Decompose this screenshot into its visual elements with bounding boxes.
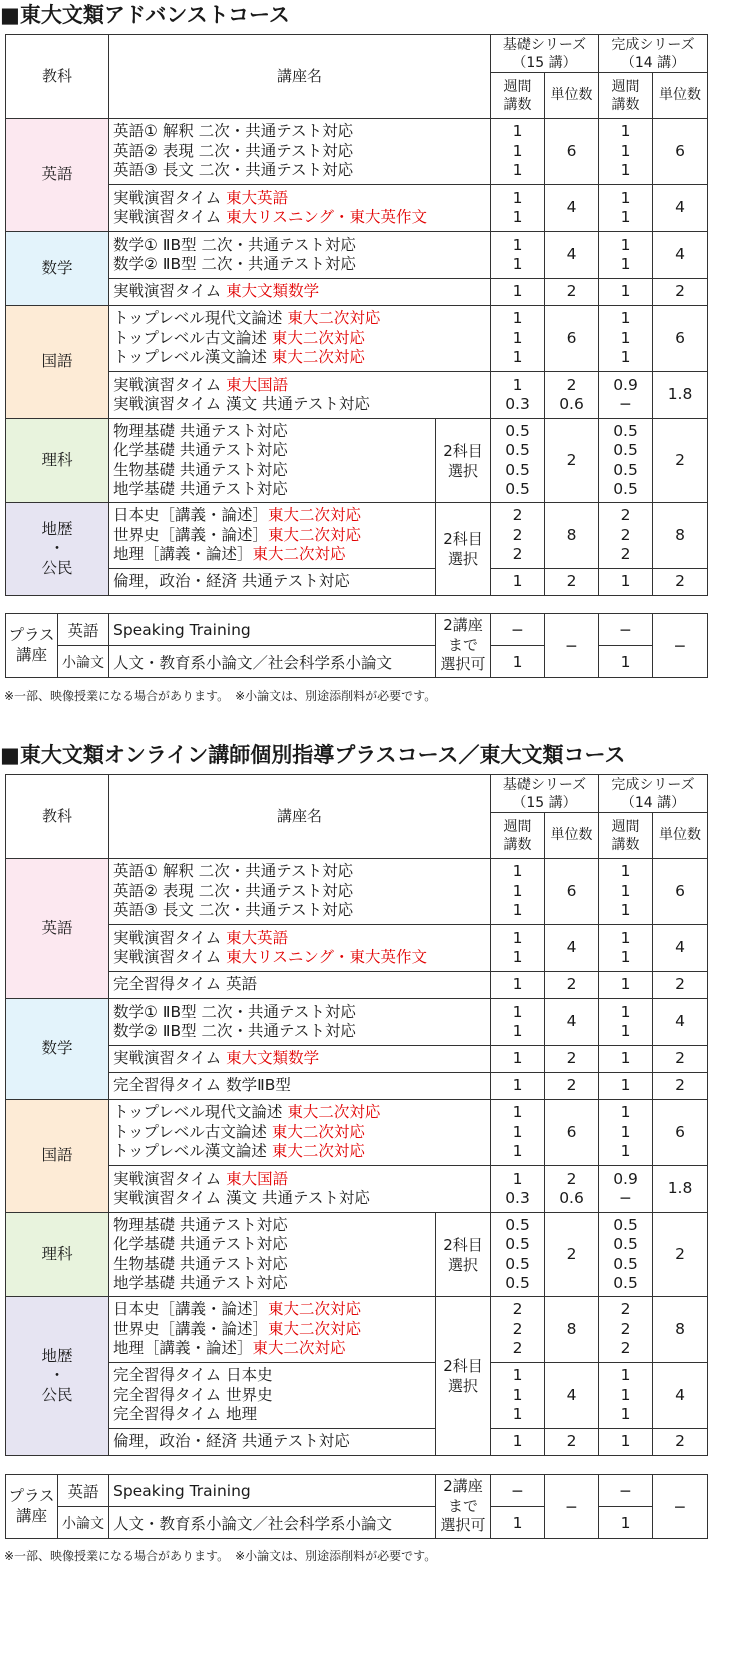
course-cell: 実戦演習タイム 東大文類数学 — [109, 1046, 491, 1073]
course-cell: 倫理，政治・経済 共通テスト対応 — [109, 569, 436, 596]
plus-subject-essay: 小論文 — [58, 646, 109, 678]
course-cell: トップレベル現代文論述 東大二次対応 トップレベル古文論述 東大二次対応 トップレベル漢文論述 東大二次対応 — [109, 1100, 491, 1166]
weekly-count: 1 — [491, 279, 545, 306]
weekly-count: 0.5 0.5 0.5 0.5 — [599, 419, 653, 503]
weekly-count: 1 1 — [599, 999, 653, 1046]
course-cell: 倫理，政治・経済 共通テスト対応 — [109, 1429, 436, 1456]
unit-count: 6 — [653, 306, 708, 372]
subject-math: 数学 — [6, 999, 109, 1100]
course-cell: 実戦演習タイム 東大英語 実戦演習タイム 東大リスニング・東大英作文 — [109, 925, 491, 972]
unit-count: 2 — [545, 1073, 599, 1100]
weekly-count: 1 0.3 — [491, 372, 545, 419]
header-basic-series: 基礎シリーズ （15 講） — [491, 35, 599, 73]
unit-count: 4 — [653, 1363, 708, 1429]
unit-count: 4 — [653, 232, 708, 279]
unit-count: 6 — [653, 859, 708, 925]
unit-count: 2 — [653, 1429, 708, 1456]
unit-count: 2 — [653, 1046, 708, 1073]
unit-count: 4 — [545, 185, 599, 232]
course-speaking: Speaking Training — [109, 1475, 436, 1507]
header-weekly: 週間 講数 — [599, 813, 653, 859]
subject-science: 理科 — [6, 419, 109, 503]
plus-subject-essay: 小論文 — [58, 1507, 109, 1539]
course-cell: 英語① 解釈 二次・共通テスト対応 英語② 表現 二次・共通テスト対応 英語③ 長文 二次・共通テスト対応 — [109, 119, 491, 185]
unit-count: 2 — [545, 279, 599, 306]
course-essay: 人文・教育系小論文／社会科学系小論文 — [109, 646, 436, 678]
footnote: ※一部、映像授業になる場合があります。 ※小論文は、別途添削料が必要です。 — [4, 1549, 437, 1563]
unit-count: 2 — [653, 279, 708, 306]
select-two-note: 2科目 選択 — [436, 1213, 491, 1297]
course-cell: 実戦演習タイム 東大文類数学 — [109, 279, 491, 306]
subject-english: 英語 — [6, 859, 109, 999]
unit-count: 6 — [545, 306, 599, 372]
unit-count: 2 — [545, 569, 599, 596]
weekly-count: 1 — [491, 1046, 545, 1073]
weekly-count: 1 1 1 — [491, 1100, 545, 1166]
weekly-count: 1 1 1 — [599, 859, 653, 925]
weekly-count: 0.5 0.5 0.5 0.5 — [599, 1213, 653, 1297]
weekly-count: 1 1 1 — [491, 1363, 545, 1429]
select-two-note: 2科目 選択 — [436, 419, 491, 503]
course-table — [5, 774, 750, 1456]
unit-count: 2 — [653, 972, 708, 999]
header-course: 講座名 — [109, 775, 491, 859]
unit-count: 2 — [545, 1046, 599, 1073]
header-units: 単位数 — [545, 73, 599, 119]
weekly-count: 1 1 — [491, 185, 545, 232]
header-units: 単位数 — [653, 73, 708, 119]
weekly-count: 1 — [599, 646, 653, 678]
subject-japanese: 国語 — [6, 306, 109, 419]
plus-table — [5, 1474, 750, 1539]
unit-count: 8 — [545, 1297, 599, 1363]
section-title: ■東大文類アドバンストコース — [0, 3, 290, 27]
weekly-count: 1 1 1 — [599, 1100, 653, 1166]
header-units: 単位数 — [653, 813, 708, 859]
course-cell: 日本史［講義・論述］東大二次対応 世界史［講義・論述］東大二次対応 地理［講義・論述］東大二次対応 — [109, 503, 436, 569]
weekly-count: 1 — [599, 972, 653, 999]
subject-japanese: 国語 — [6, 1100, 109, 1213]
plus-label: プラス 講座 — [6, 1475, 58, 1539]
course-cell: 完全習得タイム 英語 — [109, 972, 491, 999]
unit-count: 4 — [545, 999, 599, 1046]
weekly-count: 1 — [491, 569, 545, 596]
weekly-count: 1 — [491, 972, 545, 999]
weekly-count: 1 1 — [599, 185, 653, 232]
unit-count: 8 — [653, 503, 708, 569]
unit-count: 6 — [653, 119, 708, 185]
unit-count: 8 — [545, 503, 599, 569]
course-cell: 英語① 解釈 二次・共通テスト対応 英語② 表現 二次・共通テスト対応 英語③ 長文 二次・共通テスト対応 — [109, 859, 491, 925]
unit-count: 2 — [545, 1429, 599, 1456]
weekly-count: 1 — [599, 279, 653, 306]
weekly-count: 0.9 − — [599, 1166, 653, 1213]
weekly-count: 1 1 1 — [491, 119, 545, 185]
header-subject: 教科 — [6, 775, 109, 859]
course-speaking: Speaking Training — [109, 614, 436, 646]
course-cell: 実戦演習タイム 東大国語 実戦演習タイム 漢文 共通テスト対応 — [109, 1166, 491, 1213]
course-cell: 日本史［講義・論述］東大二次対応 世界史［講義・論述］東大二次対応 地理［講義・論述］東大二次対応 — [109, 1297, 436, 1363]
unit-count: 4 — [653, 925, 708, 972]
select-two-note: 2科目 選択 — [436, 1297, 491, 1456]
footnote: ※一部、映像授業になる場合があります。 ※小論文は、別途添削料が必要です。 — [4, 689, 437, 703]
weekly-count: 1 — [599, 1073, 653, 1100]
select-plus-note: 2講座 まで 選択可 — [436, 614, 491, 678]
course-cell: 実戦演習タイム 東大国語 実戦演習タイム 漢文 共通テスト対応 — [109, 372, 491, 419]
course-cell: 実戦演習タイム 東大英語 実戦演習タイム 東大リスニング・東大英作文 — [109, 185, 491, 232]
unit-count: − — [545, 1475, 599, 1539]
weekly-count: 1 1 1 — [491, 859, 545, 925]
header-subject: 教科 — [6, 35, 109, 119]
weekly-count: 1 — [599, 569, 653, 596]
unit-count: 1.8 — [653, 372, 708, 419]
weekly-count: 1 1 1 — [599, 1363, 653, 1429]
weekly-count: 1 — [491, 1429, 545, 1456]
weekly-count: 2 2 2 — [599, 503, 653, 569]
section-title: ■東大文類オンライン講師個別指導プラスコース／東大文類コース — [0, 743, 626, 767]
course-cell: 物理基礎 共通テスト対応 化学基礎 共通テスト対応 生物基礎 共通テスト対応 地学基礎 共通テスト対応 — [109, 419, 436, 503]
header-basic-series: 基礎シリーズ （15 講） — [491, 775, 599, 813]
header-course: 講座名 — [109, 35, 491, 119]
weekly-count: 1 — [599, 1507, 653, 1539]
subject-english: 英語 — [6, 119, 109, 232]
weekly-count: 2 2 2 — [491, 1297, 545, 1363]
subject-math: 数学 — [6, 232, 109, 306]
select-two-note: 2科目 選択 — [436, 503, 491, 596]
course-cell: 数学① ⅡB型 二次・共通テスト対応 数学② ⅡB型 二次・共通テスト対応 — [109, 999, 491, 1046]
unit-count: 4 — [545, 925, 599, 972]
select-plus-note: 2講座 まで 選択可 — [436, 1475, 491, 1539]
unit-count: 8 — [653, 1297, 708, 1363]
course-cell: 完全習得タイム 日本史 完全習得タイム 世界史 完全習得タイム 地理 — [109, 1363, 436, 1429]
plus-subject-english: 英語 — [58, 1475, 109, 1507]
weekly-count: 1 1 — [599, 925, 653, 972]
unit-count: 2 — [653, 1073, 708, 1100]
course-cell: トップレベル現代文論述 東大二次対応 トップレベル古文論述 東大二次対応 トップレベル漢文論述 東大二次対応 — [109, 306, 491, 372]
unit-count: − — [653, 1475, 708, 1539]
header-weekly: 週間 講数 — [599, 73, 653, 119]
unit-count: 2 — [545, 419, 599, 503]
unit-count: − — [653, 614, 708, 678]
unit-count: 4 — [545, 232, 599, 279]
weekly-count: 1 1 1 — [491, 306, 545, 372]
unit-count: 4 — [653, 185, 708, 232]
header-units: 単位数 — [545, 813, 599, 859]
header-complete-series: 完成シリーズ （14 講） — [599, 35, 708, 73]
weekly-count: 1 — [599, 1046, 653, 1073]
subject-social: 地歴 ・ 公民 — [6, 503, 109, 596]
weekly-count: 1 — [491, 646, 545, 678]
weekly-count: 2 2 2 — [599, 1297, 653, 1363]
weekly-count: 1 — [599, 1429, 653, 1456]
unit-count: 6 — [545, 1100, 599, 1166]
header-weekly: 週間 講数 — [491, 73, 545, 119]
unit-count: 2 0.6 — [545, 1166, 599, 1213]
plus-subject-english: 英語 — [58, 614, 109, 646]
weekly-count: − — [599, 614, 653, 646]
unit-count: 2 — [545, 972, 599, 999]
unit-count: 4 — [653, 999, 708, 1046]
unit-count: 2 — [653, 419, 708, 503]
unit-count: − — [545, 614, 599, 678]
unit-count: 2 0.6 — [545, 372, 599, 419]
weekly-count: 1 1 1 — [599, 306, 653, 372]
weekly-count: 1 — [491, 1073, 545, 1100]
unit-count: 6 — [545, 119, 599, 185]
weekly-count: 0.5 0.5 0.5 0.5 — [491, 419, 545, 503]
weekly-count: 1 1 — [599, 232, 653, 279]
course-cell: 数学① ⅡB型 二次・共通テスト対応 数学② ⅡB型 二次・共通テスト対応 — [109, 232, 491, 279]
weekly-count: 1 1 — [491, 999, 545, 1046]
weekly-count: 0.9 − — [599, 372, 653, 419]
unit-count: 2 — [653, 569, 708, 596]
header-weekly: 週間 講数 — [491, 813, 545, 859]
weekly-count: 0.5 0.5 0.5 0.5 — [491, 1213, 545, 1297]
unit-count: 1.8 — [653, 1166, 708, 1213]
weekly-count: 1 1 1 — [599, 119, 653, 185]
plus-label: プラス 講座 — [6, 614, 58, 678]
weekly-count: 1 1 — [491, 232, 545, 279]
unit-count: 6 — [653, 1100, 708, 1166]
weekly-count: 2 2 2 — [491, 503, 545, 569]
course-cell: 完全習得タイム 数学ⅡB型 — [109, 1073, 491, 1100]
header-complete-series: 完成シリーズ （14 講） — [599, 775, 708, 813]
course-table — [5, 34, 750, 596]
course-cell: 物理基礎 共通テスト対応 化学基礎 共通テスト対応 生物基礎 共通テスト対応 地学基礎 共通テスト対応 — [109, 1213, 436, 1297]
weekly-count: − — [491, 614, 545, 646]
unit-count: 6 — [545, 859, 599, 925]
course-essay: 人文・教育系小論文／社会科学系小論文 — [109, 1507, 436, 1539]
weekly-count: − — [599, 1475, 653, 1507]
weekly-count: 1 — [491, 1507, 545, 1539]
weekly-count: 1 1 — [491, 925, 545, 972]
unit-count: 2 — [545, 1213, 599, 1297]
weekly-count: 1 0.3 — [491, 1166, 545, 1213]
plus-table — [5, 613, 750, 678]
weekly-count: − — [491, 1475, 545, 1507]
unit-count: 2 — [653, 1213, 708, 1297]
unit-count: 4 — [545, 1363, 599, 1429]
subject-science: 理科 — [6, 1213, 109, 1297]
subject-social: 地歴 ・ 公民 — [6, 1297, 109, 1456]
